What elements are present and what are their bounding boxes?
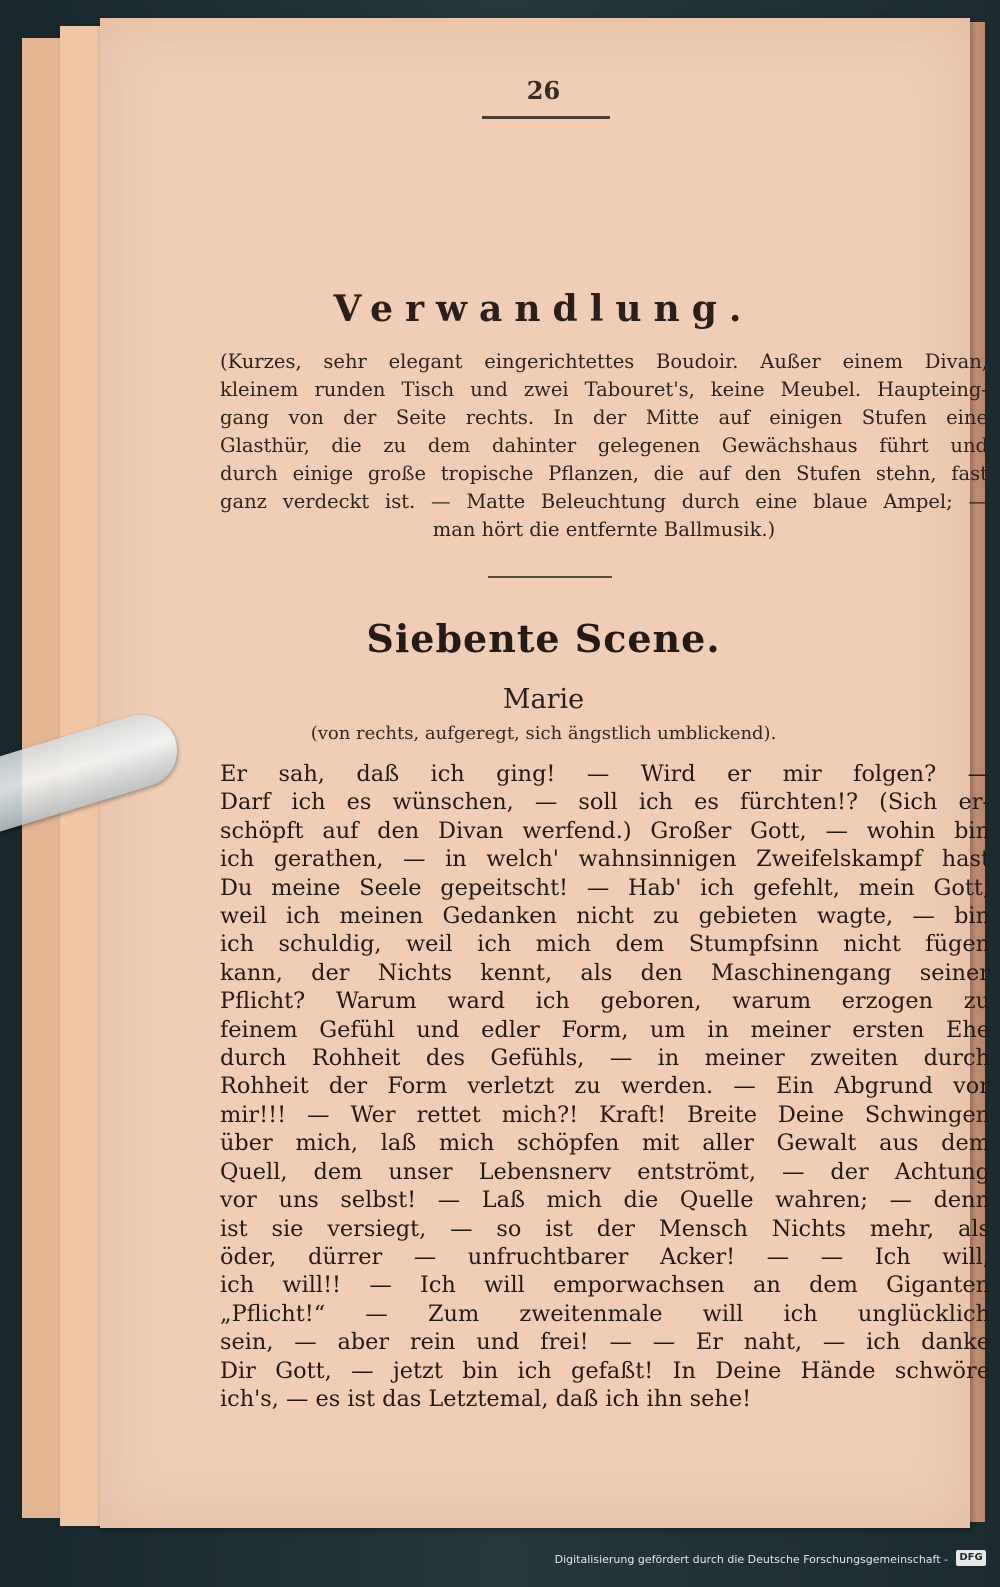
dialogue-line: Quell, dem unser Lebensnerv entströmt, — der Achtung: [220, 1158, 990, 1185]
dialogue-line: über mich, laß mich schöpfen mit aller Gewalt aus dem: [220, 1130, 990, 1157]
dialogue-line: sein, — aber rein und frei! — — Er naht, — ich danke: [220, 1329, 990, 1356]
section-heading: Verwandlung.: [333, 288, 754, 330]
speaker-direction: (von rechts, aufgeregt, sich ängstlich umblickend).: [310, 723, 777, 744]
stage-direction-line: man hört die entfernte Ballmusik.): [432, 518, 776, 541]
dialogue-line: öder, dürrer — unfruchtbarer Acker! — — Ich will,: [220, 1243, 990, 1270]
stage-direction-line: gang von der Seite rechts. In der Mitte auf einigen Stufen eine: [220, 406, 988, 429]
dialogue-line: ist sie versiegt, — so ist der Mensch Nichts mehr, als: [220, 1215, 990, 1242]
stage-direction-line: Glasthür, die zu dem dahinter gelegenen Gewächshaus führt und: [220, 434, 988, 457]
dialogue-line: kann, der Nichts kennt, als den Maschinengang seiner: [220, 959, 990, 986]
page-number: 26: [526, 76, 561, 105]
stage-direction: [220, 348, 988, 544]
stage-direction-line: (Kurzes, sehr elegant eingerichtettes Boudoir. Außer einem Divan,: [220, 350, 988, 373]
stage-direction-line: kleinem runden Tisch und zwei Tabouret's, keine Meubel. Haupteing-: [220, 378, 988, 401]
dialogue-line: „Pflicht!“ — Zum zweitenmale will ich unglücklich: [220, 1300, 990, 1327]
dialogue-line: weil ich meinen Gedanken nicht zu gebieten wagte, — bin: [220, 903, 990, 930]
dialogue-line: mir!!! — Wer rettet mich?! Kraft! Breite Deine Schwingen: [220, 1101, 990, 1128]
dialogue-line: Er sah, daß ich ging! — Wird er mir folgen? —: [220, 761, 990, 787]
dialogue-line: Rohheit der Form verletzt zu werden. — Ein Abgrund vor: [220, 1073, 990, 1100]
book-page: [100, 18, 990, 1528]
dialogue-line: ich schuldig, weil ich mich dem Stumpfsinn nicht fügen: [220, 931, 990, 958]
dialogue-line: ich's, — es ist das Letztemal, daß ich ihn sehe!: [220, 1385, 752, 1412]
digitization-credit: Digitalisierung gefördert durch die Deutsche Forschungsgemeinschaft -: [554, 1553, 948, 1566]
dfg-logo: DFG: [956, 1550, 986, 1566]
dialogue-line: Dir Gott, — jetzt bin ich gefaßt! In Deine Hände schwöre: [220, 1357, 990, 1384]
dialogue-line: schöpft auf den Divan werfend.) Großer Gott, — wohin bin: [220, 817, 990, 844]
stage-direction-line: durch einige große tropische Pflanzen, die auf den Stufen stehn, fast: [220, 462, 988, 485]
dialogue-text: [220, 760, 990, 1413]
section-divider: [488, 576, 612, 578]
dialogue-line: ich gerathen, — in welch' wahnsinnigen Zweifelskampf hast: [220, 846, 990, 873]
speaker-name: Marie: [502, 684, 585, 715]
scene-title: Siebente Scene.: [366, 616, 721, 661]
page-number-rule: [482, 116, 610, 119]
dialogue-line: durch Rohheit des Gefühls, — in meiner zweiten durch: [220, 1045, 990, 1072]
dialogue-line: vor uns selbst! — Laß mich die Quelle wahren; — denn: [220, 1187, 990, 1214]
dialogue-line: Pflicht? Warum ward ich geboren, warum erzogen zu: [220, 988, 990, 1015]
stage-direction-line: ganz verdeckt ist. — Matte Beleuchtung durch eine blaue Ampel; —: [220, 490, 988, 513]
dialogue-line: Du meine Seele gepeitscht! — Hab' ich gefehlt, mein Gott,: [220, 874, 990, 901]
dialogue-line: feinem Gefühl und edler Form, um in meiner ersten Ehe: [220, 1016, 990, 1043]
dialogue-line: ich will!! — Ich will emporwachsen an dem Giganten: [220, 1272, 990, 1299]
dialogue-line: Darf ich es wünschen, — soll ich es fürchten!? (Sich er-: [220, 789, 990, 816]
